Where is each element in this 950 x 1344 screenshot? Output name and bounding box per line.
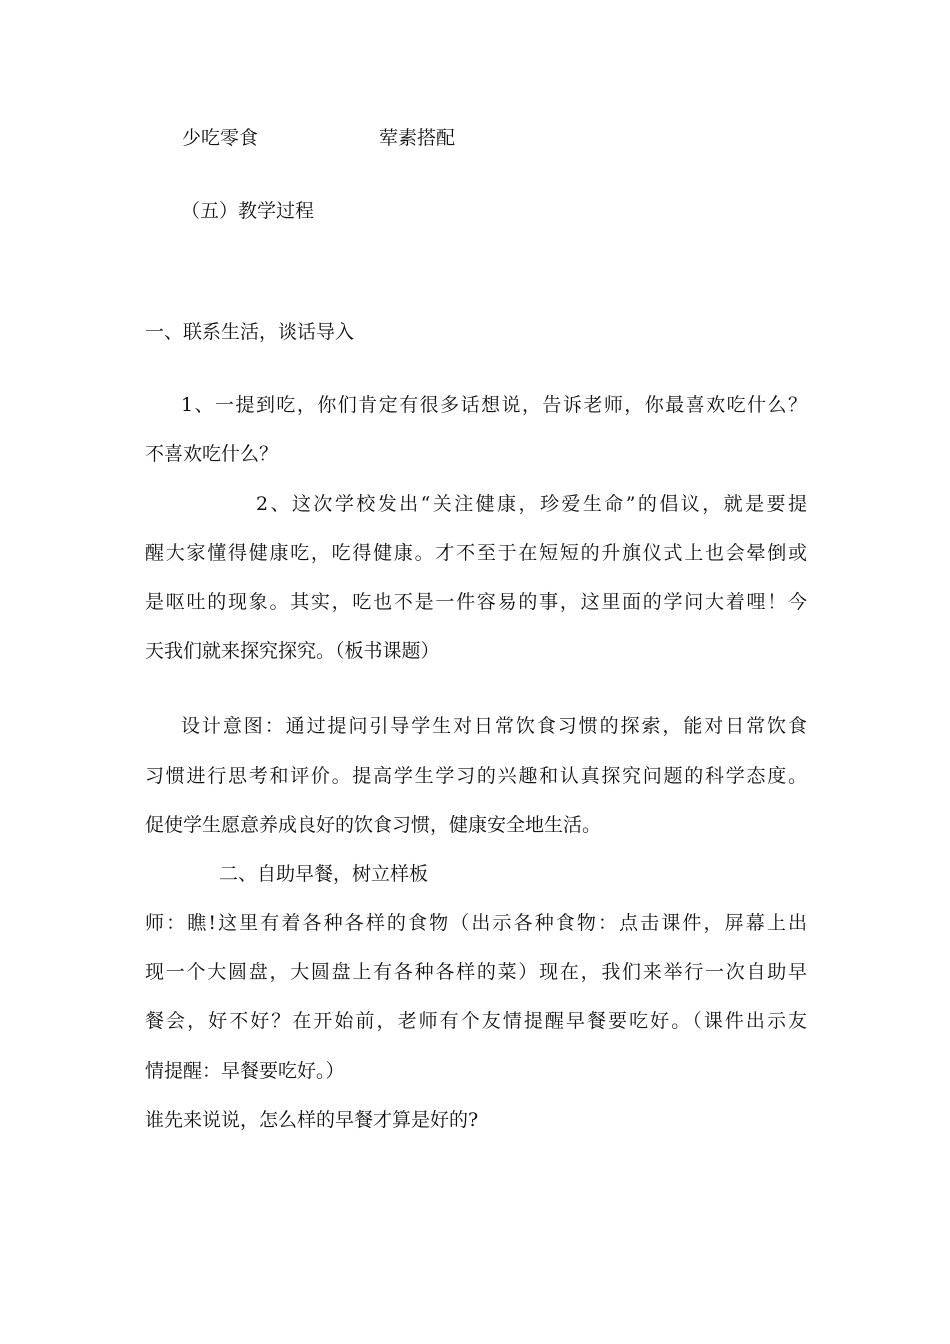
paragraph-line: 2、这次学校发出“关注健康，珍爱生命”的倡议，就是要提 — [256, 493, 807, 515]
paragraph-line: 不喜欢吃什么？ — [145, 443, 279, 465]
section-heading: 一、联系生活，谈话导入 — [145, 321, 355, 343]
paragraph-line: 醒大家懂得健康吃，吃得健康。才不至于在短短的升旗仪式上也会晕倒或 — [145, 542, 807, 564]
text-line: 荤素搭配 — [379, 127, 456, 149]
paragraph-line: 促使学生愿意养成良好的饮食习惯，健康安全地生活。 — [145, 814, 602, 836]
section-heading: （五）教学过程 — [181, 200, 315, 222]
paragraph-line: 天我们就来探究探究。（板书课题） — [145, 640, 440, 662]
section-heading: 二、自助早餐，树立样板 — [219, 863, 429, 885]
paragraph-line: 习惯进行思考和评价。提高学生学习的兴趣和认真探究问题的科学态度。 — [145, 765, 807, 787]
paragraph-line: 是呕吐的现象。其实，吃也不是一件容易的事，这里面的学问大着哩！今 — [145, 591, 807, 613]
paragraph-line: 1、一提到吃，你们肯定有很多话想说，告诉老师，你最喜欢吃什么？ — [181, 394, 807, 416]
paragraph-line: 餐会，好不好？在开始前，老师有个友情提醒早餐要吃好。（课件出示友 — [145, 1010, 807, 1032]
paragraph-line: 情提醒：早餐要吃好。） — [145, 1060, 345, 1082]
paragraph-line: 设计意图：通过提问引导学生对日常饮食习惯的探索，能对日常饮食 — [181, 715, 807, 737]
paragraph-line: 现一个大圆盘，大圆盘上有各种各样的菜）现在，我们来举行一次自助早 — [145, 961, 807, 983]
paragraph-line: 谁先来说说，怎么样的早餐才算是好的? — [145, 1109, 479, 1131]
paragraph-line: 师：瞧!这里有着各种各样的食物（出示各种食物：点击课件，屏幕上出 — [145, 912, 807, 934]
text-line: 少吃零食 — [182, 127, 259, 149]
